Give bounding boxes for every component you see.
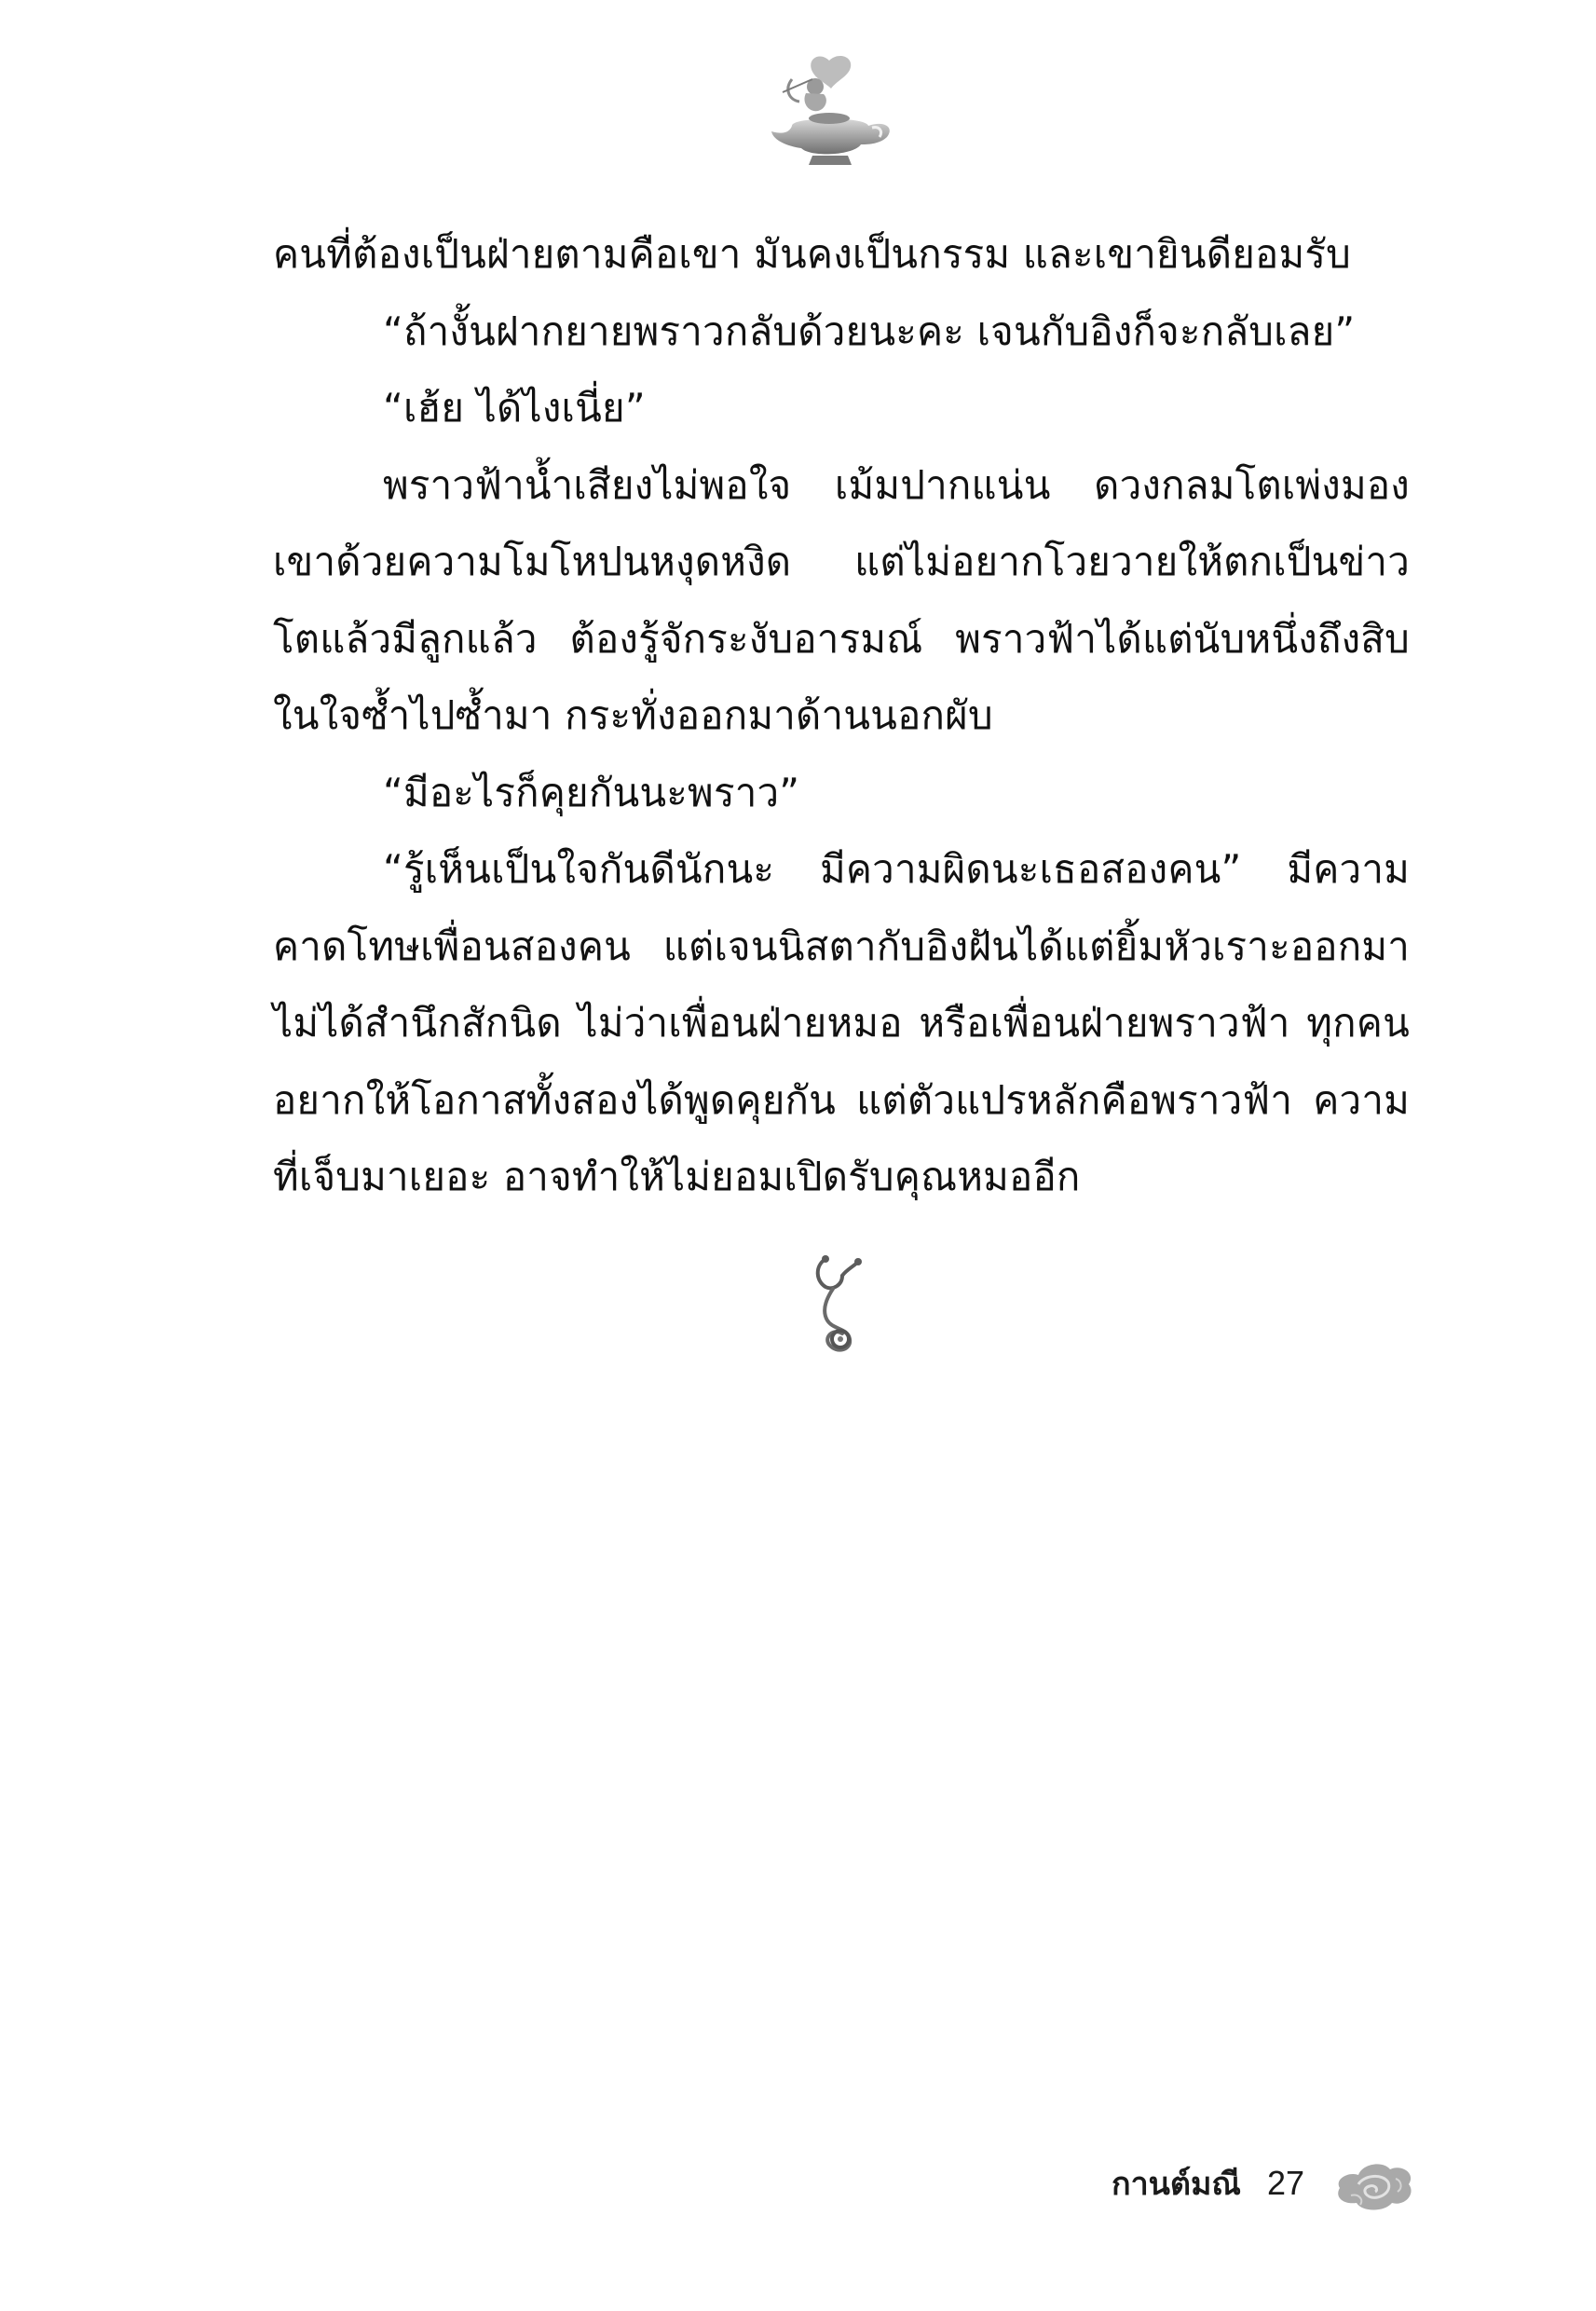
paragraph: คนที่ต้องเป็นฝ่ายตามคือเขา มันคงเป็นกรรม และเขายินดียอมรับ: [273, 231, 1351, 277]
paragraph: “รู้เห็นเป็นใจกันดีนักนะ มีความผิดนะเธอสองคน” มีความคาดโทษเพื่อนสองคน แต่เจนนิสตากับอิงฝันได้แต่ยิ้มหัวเราะออกมาไม่ได้สำนึกสักนิด ไม่ว่าเพื่อนฝ่ายหมอ หรือเพื่อนฝ่ายพราวฟ้า ทุกคนอยากให้โอกาสทั้งสองได้พูดคุยกัน แต่ตัวแปรหลักคือพราวฟ้า ความที่เจ็บมาเยอะ อาจทำให้ไม่ยอมเปิดรับคุณหมออีก: [273, 846, 1410, 1199]
book-title: กานต์มณี: [1111, 2166, 1241, 2203]
paragraph: พราวฟ้าน้ำเสียงไม่พอใจ เม้มปากแน่น ดวงกลมโตเพ่งมองเขาด้วยความโมโหปนหงุดหงิด แต่ไม่อยากโวยวายให้ตกเป็นข่าว โตแล้วมีลูกแล้ว ต้องรู้จักระงับอารมณ์ พราวฟ้าได้แต่นับหนึ่งถึงสิบในใจซ้ำไปซ้ำมา กระทั่งออกมาด้านนอกผับ: [273, 461, 1410, 738]
paragraph: “มีอะไรก็คุยกันนะพราว”: [383, 769, 800, 815]
chapter-body: [273, 216, 1410, 1216]
rose-icon: [1330, 2151, 1419, 2216]
stethoscope-icon: [805, 1253, 870, 1356]
page-footer: [1112, 2151, 1419, 2216]
paragraph: “เฮ้ย ได้ไงเนี่ย”: [383, 385, 646, 431]
page-number: 27: [1266, 2164, 1304, 2202]
paragraph: “ถ้างั้นฝากยายพราวกลับด้วยนะคะ เจนกับอิงก็จะกลับเลย”: [383, 308, 1356, 354]
cupid-lamp-ornament-icon: [764, 51, 904, 172]
